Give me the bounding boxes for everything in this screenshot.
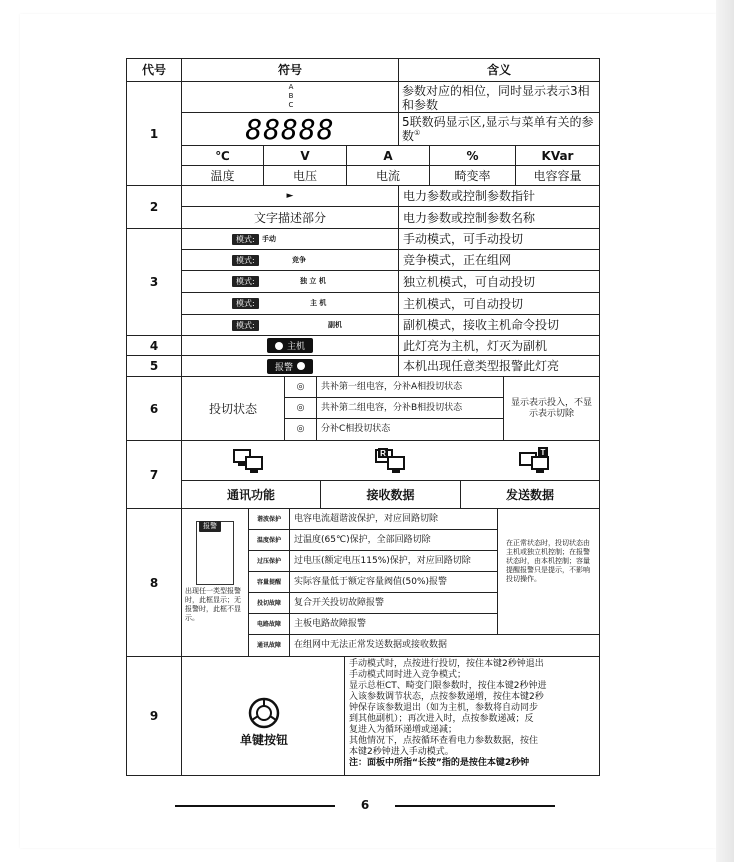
row5-desc: 本机出现任意类型报警此灯亮 xyxy=(398,355,600,377)
row1-code: 1 xyxy=(126,81,182,186)
unit-name-current: 电流 xyxy=(346,165,430,186)
alarm-box-outline xyxy=(196,521,234,585)
alarm-tag: 过压保护 xyxy=(256,557,281,565)
alarm-desc: 过温度(65℃)保护，全部回路切除 xyxy=(289,529,498,551)
send-data-icon xyxy=(518,447,552,477)
row2-pointer-symbol: ► xyxy=(181,185,399,207)
row6-title: 投切状态 xyxy=(181,376,285,441)
single-button-icon xyxy=(248,697,280,729)
row9-line: 复进入为循环递增或递减； xyxy=(349,725,458,735)
mode-manual-symbol xyxy=(181,228,399,250)
alarm-tag-cell xyxy=(248,529,290,551)
row8-left-note: 出现任一类型报警时，此框显示；无报警时，此框不显示。 xyxy=(185,587,241,622)
alarm-tag: 电路故障 xyxy=(256,620,281,628)
mode-slave-desc: 副机模式，接收主机命令投切 xyxy=(398,314,600,336)
row2-pointer-desc: 电力参数或控制参数指针 xyxy=(398,185,600,207)
row5-code: 5 xyxy=(126,355,182,377)
master-indicator-label: 主机 xyxy=(286,342,305,352)
alarm-led-icon xyxy=(297,362,305,370)
mode-manual-desc: 手动模式，可手动投切 xyxy=(398,228,600,250)
alarm-desc: 实际容量低于额定容量阀值(50%)报警 xyxy=(289,571,498,593)
row6-mark-2: ◎ xyxy=(284,397,317,419)
row9-code: 9 xyxy=(126,656,182,776)
alarm-desc: 在组网中无法正常发送数据或接收数据 xyxy=(289,634,600,657)
row9-note: 注：面板中所指“长按”指的是按住本键2秒钟 xyxy=(349,758,530,768)
row6-mark-1: ◎ xyxy=(284,376,317,398)
row9-line: 入该参数调节状态，点按参数递增，按住本键2秒 xyxy=(349,692,544,702)
mode-standalone-symbol xyxy=(181,270,399,293)
row8-code: 8 xyxy=(126,508,182,657)
row6-desc-3: 分补C相投切状态 xyxy=(316,418,504,441)
receive-letter: R xyxy=(380,449,386,458)
mode-master-symbol xyxy=(181,292,399,315)
row4-code: 4 xyxy=(126,335,182,356)
row1-abc-cell xyxy=(181,81,399,113)
phase-a: A xyxy=(288,83,294,91)
alarm-desc: 过电压(额定电压115%)保护，对应回路切除 xyxy=(289,550,498,572)
mode-compete-symbol xyxy=(181,249,399,271)
alarm-desc: 复合开关投切故障报警 xyxy=(289,592,498,614)
send-letter: T xyxy=(540,448,546,457)
mode-tag: 模式: xyxy=(232,320,259,331)
row9-line: 钟保存该参数退出（如为主机，参数将自动同步 xyxy=(349,703,539,713)
row2-text-area: 文字描述部分 xyxy=(181,206,399,229)
unit-name-capacity: 电容容量 xyxy=(515,165,600,186)
row6-note: 显示表示投入，不显示表示切除 xyxy=(503,376,600,441)
row9-line: 到其他副机）；再次进入时，点按参数递减；反 xyxy=(349,714,534,724)
mode-label: 竞争 xyxy=(292,256,306,264)
digits-desc-text: 5联数码显示区,显示与菜单有关的参数 xyxy=(402,115,594,143)
row9-line: 手动模式时，点按进行投切，按住本键2秒钟退出 xyxy=(349,659,544,669)
alarm-tag-cell xyxy=(248,634,290,657)
header-meaning: 含义 xyxy=(398,58,600,82)
row6-code: 6 xyxy=(126,376,182,441)
digits-note-mark: ① xyxy=(414,129,421,137)
alarm-tag: 投切故障 xyxy=(256,599,281,607)
row8-right-note: 在正常状态时，投切状态由主机或独立机控制；在报警状态时，由本机控制；容量提醒报警只是提示，不影响投切操作。 xyxy=(506,539,590,583)
footer-rule-left xyxy=(175,805,335,807)
alarm-desc: 电容电流超谐波保护，对应回路切除 xyxy=(289,508,498,530)
row8-alarm-box-cell xyxy=(181,508,249,657)
row6-desc-2: 共补第二组电容，分补B相投切状态 xyxy=(316,397,504,419)
receive-data-icon xyxy=(374,447,408,477)
row1-lcd-cell xyxy=(181,112,399,146)
footer-rule-right xyxy=(395,805,555,807)
mode-tag: 模式: xyxy=(232,298,259,309)
page-edge xyxy=(716,0,734,862)
mode-tag: 模式: xyxy=(232,276,259,287)
master-led-icon xyxy=(275,342,283,350)
row9-button-cell xyxy=(181,656,345,776)
row6-desc-1: 共补第一组电容，分补A相投切状态 xyxy=(316,376,504,398)
row2-code: 2 xyxy=(126,185,182,229)
mode-label: 主 机 xyxy=(310,299,327,307)
mode-compete-desc: 竞争模式，正在组网 xyxy=(398,249,600,271)
alarm-tag-cell xyxy=(248,592,290,614)
header-symbol: 符号 xyxy=(181,58,399,82)
mode-label: 手动 xyxy=(262,235,276,243)
unit-celsius: ℃ xyxy=(181,145,264,166)
alarm-tag-cell xyxy=(248,508,290,530)
unit-name-voltage: 电压 xyxy=(263,165,347,186)
alarm-desc: 主板电路故障报警 xyxy=(289,613,498,635)
master-indicator xyxy=(267,338,313,353)
mode-tag: 模式: xyxy=(232,255,259,266)
lcd-digits: 88888 xyxy=(245,112,335,146)
unit-name-temperature: 温度 xyxy=(181,165,264,186)
row4-symbol-cell xyxy=(181,335,399,356)
alarm-tag: 通讯故障 xyxy=(256,642,281,649)
mode-label: 独 立 机 xyxy=(300,277,326,285)
row9-line: 手动模式同时进入竞争模式； xyxy=(349,670,467,680)
single-button-label: 单键按钮 xyxy=(239,733,288,747)
row7-label-receive: 接收数据 xyxy=(320,480,461,509)
page-number: 6 xyxy=(360,798,370,812)
mode-slave-symbol xyxy=(181,314,399,336)
mode-tag: 模式: xyxy=(232,234,259,245)
row9-desc-cell xyxy=(344,656,600,776)
alarm-tag: 谐波保护 xyxy=(256,515,281,523)
row1-digits-desc xyxy=(398,112,600,146)
phase-c: C xyxy=(288,101,294,109)
alarm-indicator xyxy=(267,359,313,374)
phase-b: B xyxy=(288,92,294,100)
row4-desc: 此灯亮为主机，灯灭为副机 xyxy=(398,335,600,356)
row6-mark-3: ◎ xyxy=(284,418,317,441)
comm-function-icon xyxy=(232,447,266,477)
unit-ampere: A xyxy=(346,145,430,166)
row9-line: 显示总柜CT、畸变门限参数时，按住本键2秒钟进 xyxy=(349,681,547,691)
row7-icons-cell xyxy=(181,440,600,481)
alarm-indicator-label: 报警 xyxy=(274,362,293,373)
row2-text-area-desc: 电力参数或控制参数名称 xyxy=(398,206,600,229)
row9-line: 本键2秒钟进入手动模式。 xyxy=(349,747,454,757)
unit-name-distortion: 畸变率 xyxy=(429,165,516,186)
row3-code: 3 xyxy=(126,228,182,336)
alarm-tag: 温度保护 xyxy=(256,536,281,544)
unit-percent: % xyxy=(429,145,516,166)
header-code: 代号 xyxy=(126,58,182,82)
alarm-tag-cell xyxy=(248,613,290,635)
row1-phase-desc: 参数对应的相位，同时显示表示3相和参数 xyxy=(398,81,600,113)
alarm-tag: 容量提醒 xyxy=(256,578,281,586)
alarm-badge: 报警 xyxy=(199,521,221,532)
row5-symbol-cell xyxy=(181,355,399,377)
unit-volt: V xyxy=(263,145,347,166)
mode-master-desc: 主机模式，可自动投切 xyxy=(398,292,600,315)
row7-label-send: 发送数据 xyxy=(460,480,600,509)
row8-right-note-cell xyxy=(497,508,600,635)
row9-line: 其他情况下，点按循环查看电力参数数据，按住 xyxy=(349,736,539,746)
alarm-tag-cell xyxy=(248,571,290,593)
unit-kvar: KVar xyxy=(515,145,600,166)
mode-label: 副机 xyxy=(328,321,342,329)
alarm-tag-cell xyxy=(248,550,290,572)
row7-code: 7 xyxy=(126,440,182,509)
mode-standalone-desc: 独立机模式，可自动投切 xyxy=(398,270,600,293)
row7-label-comm: 通讯功能 xyxy=(181,480,321,509)
